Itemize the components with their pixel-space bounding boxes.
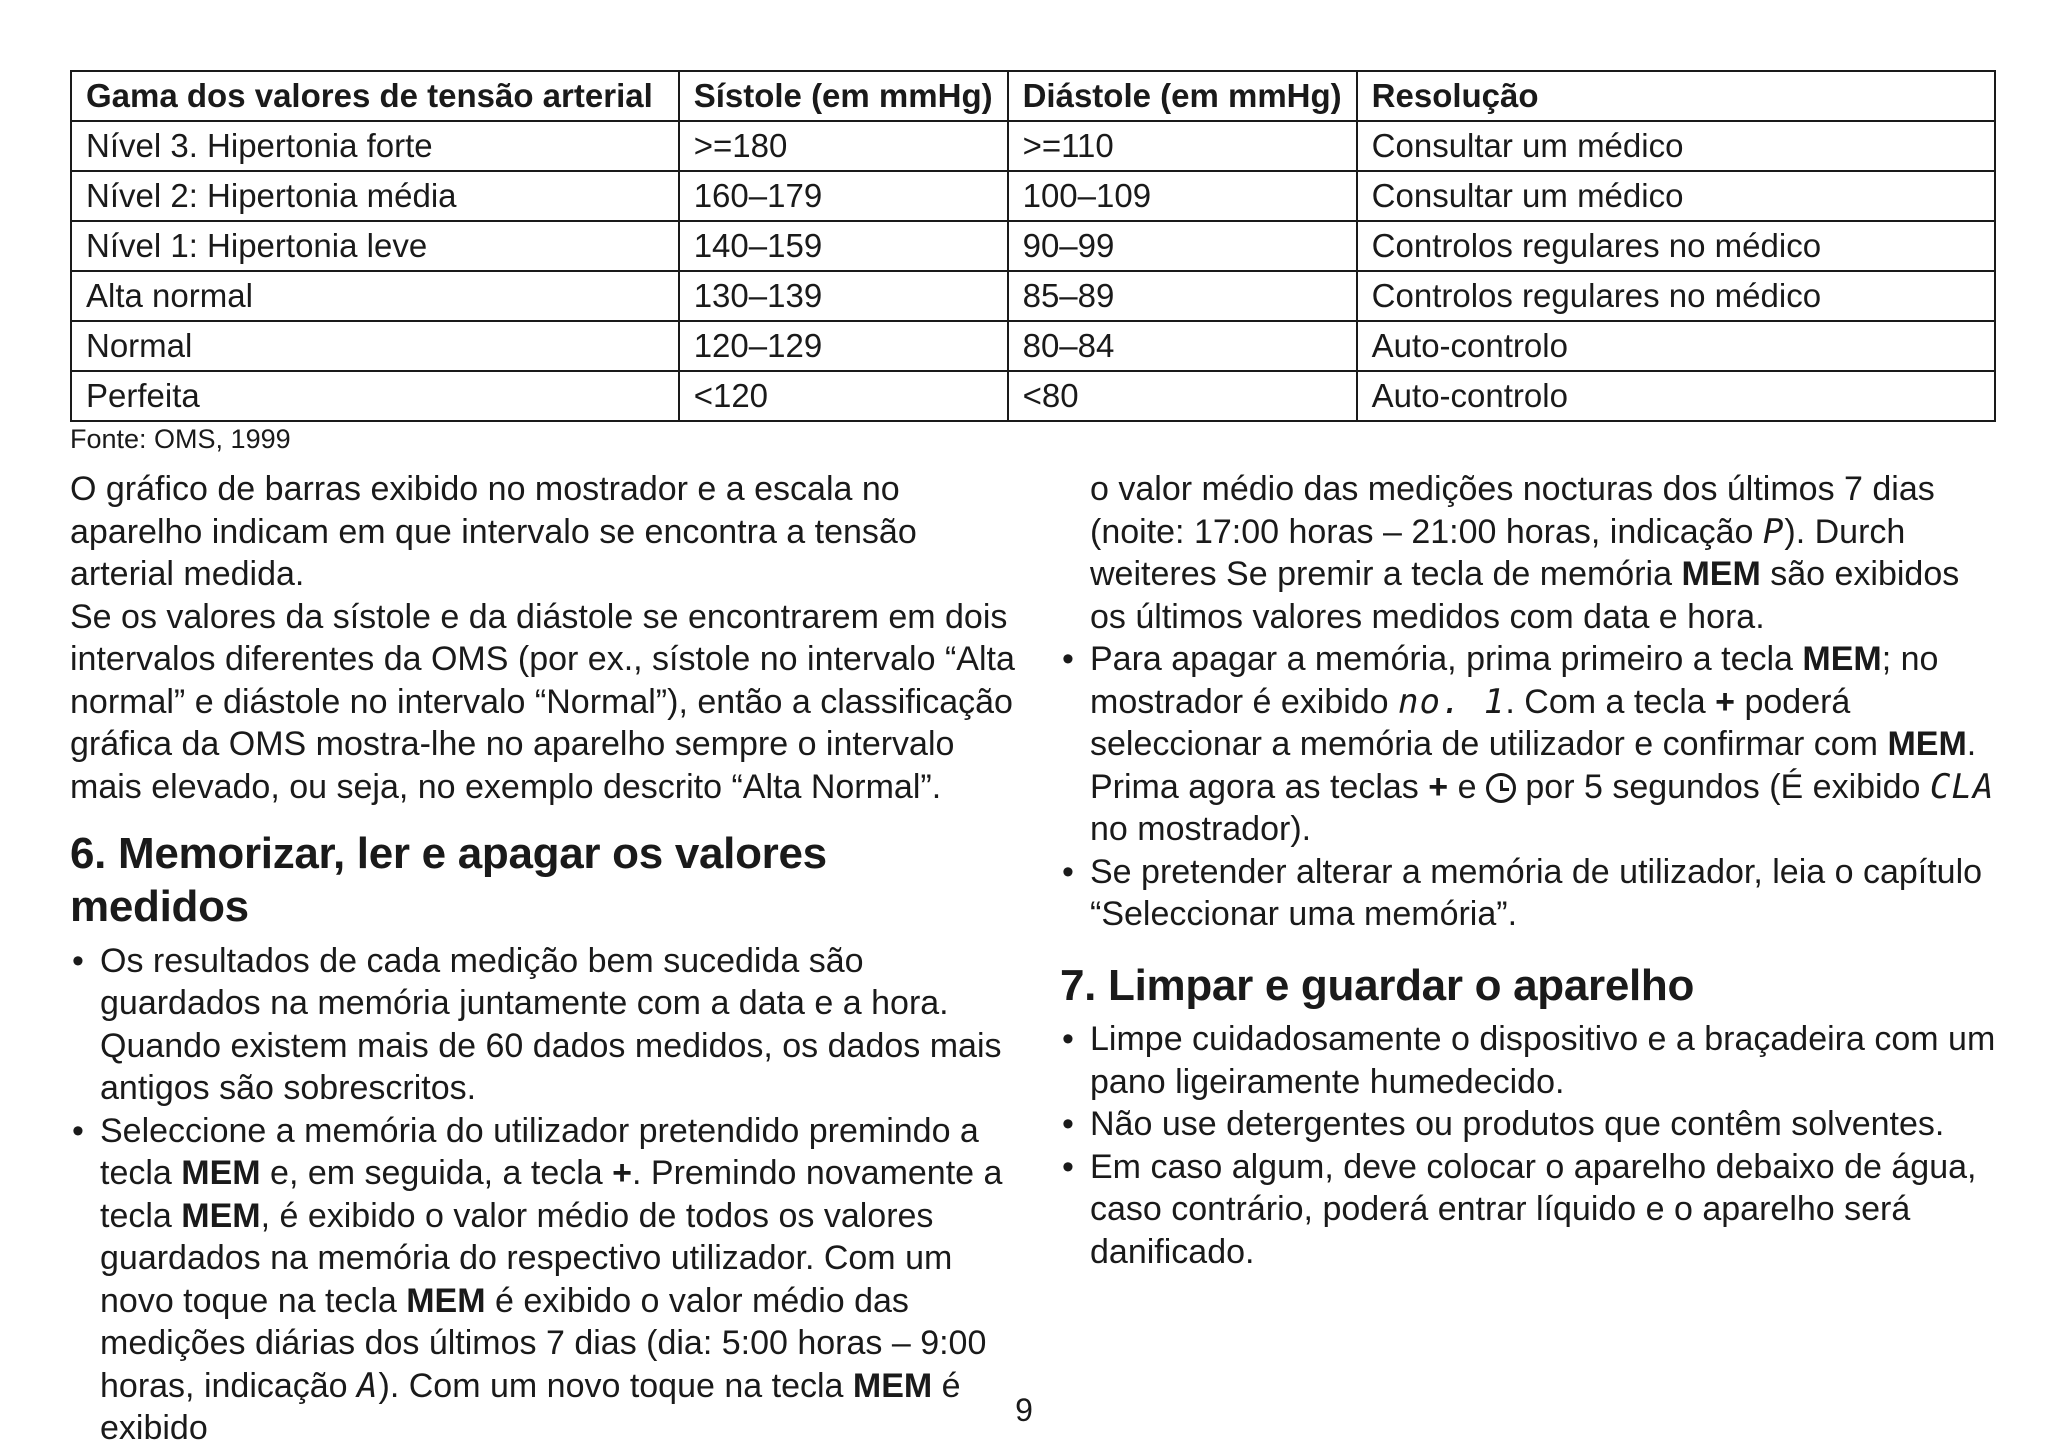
bullet-dot: • <box>72 1111 84 1150</box>
clock-icon <box>1486 773 1516 803</box>
table-row <box>71 221 1995 271</box>
mem-key-label: MEM <box>406 1281 486 1320</box>
table-cell: Consultar um médico <box>1357 121 1995 171</box>
table-cell: <80 <box>1008 371 1357 421</box>
mem-key-label: MEM <box>181 1154 261 1193</box>
section-heading-7: 7. Limpar e guardar o aparelho <box>1060 960 1695 1010</box>
plus-key-label: + <box>612 1154 632 1193</box>
plus-key-label: + <box>1715 682 1736 721</box>
table-cell: Consultar um médico <box>1357 171 1995 221</box>
table-cell: Nível 1: Hipertonia leve <box>71 221 679 271</box>
bullet-text: Se pretender alterar a memória de utilizador, leia o capítulo “Seleccionar uma memória”. <box>1090 852 1983 933</box>
table-cell: >=110 <box>1008 121 1357 171</box>
list-item <box>1060 1146 2000 1274</box>
bullet-dot: • <box>1062 640 1074 678</box>
list-item <box>1060 851 2000 936</box>
table-cell: 90–99 <box>1008 221 1357 271</box>
table-cell: 100–109 <box>1008 171 1357 221</box>
section-6-list-continued <box>1060 638 2000 936</box>
bullet-text: Para apagar a memória, prima primeiro a tecla MEM; no mostrador é exibido no. 1. Com a tecla + poderá seleccionar a memória de utilizador e confirmar com MEM. Prima agora as teclas + e por 5 segundos (É exibido CLA no mostrador). <box>1090 640 1995 848</box>
list-item <box>1060 1103 2000 1146</box>
bullet-text: Seleccione a memória do utilizador pretendido premindo a tecla MEM e, em seguida, a tecla +. Premindo novamente a tecla MEM, é exibido o valor médio de todos os valores guardados na memória do respectivo utilizador. Com um novo toque na tecla MEM é exibido o valor médio das medições diárias dos últimos 7 dias (dia: 5:00 horas – 9:00 horas, indicação A). Com um novo toque na tecla MEM é exibido <box>100 1111 1003 1448</box>
mem-key-label: MEM <box>1887 725 1967 763</box>
table-cell: Nível 2: Hipertonia média <box>71 171 679 221</box>
continued-bullet-text: o valor médio das medições nocturas dos últimos 7 dias (noite: 17:00 horas – 21:00 horas, indicação P). Durch weiteres Se premir a tecla de memória MEM são exibidos os últimos valores medidos com data e hora. <box>1090 470 1960 636</box>
table-row <box>71 171 1995 221</box>
table-cell: Controlos regulares no médico <box>1357 271 1995 321</box>
bullet-dot: • <box>1062 1147 1074 1186</box>
plus-key-label: + <box>1428 767 1449 806</box>
paragraph-bar-graph: O gráfico de barras exibido no mostrador e a escala no aparelho indicam em que intervalo se encontra a tensão arterial medida. <box>70 470 917 593</box>
table-cell: 160–179 <box>679 171 1008 221</box>
mem-key-label: MEM <box>181 1196 261 1235</box>
mem-key-label: MEM <box>1681 555 1761 593</box>
section-heading-6: 6. Memorizar, ler e apagar os valores medidos <box>70 829 827 931</box>
page-number: 9 <box>1015 1392 1033 1428</box>
table-header-row <box>71 71 1995 121</box>
header-diastole: Diástole (em mmHg) <box>1008 71 1357 121</box>
left-column <box>70 468 1015 1450</box>
table-cell: Auto-controlo <box>1357 321 1995 371</box>
table-row <box>71 271 1995 321</box>
lcd-indicator-cla: CLA <box>1929 766 1995 807</box>
bullet-dot: • <box>72 941 84 980</box>
section-7-list <box>1060 1018 2000 1273</box>
header-resolution: Resolução <box>1357 71 1995 121</box>
list-item <box>70 940 1015 1110</box>
table-cell: Auto-controlo <box>1357 371 1995 421</box>
paragraph-oms-classification: Se os valores da sístole e da diástole se encontrarem em dois intervalos diferentes da OMS (por ex., sístole no intervalo “Alta normal” e diástole no intervalo “Normal”), então a classificação gráfica da OMS mostra-lhe no aparelho sempre o intervalo mais elevado, ou seja, no exemplo descrito “Alta Normal”. <box>70 597 1015 806</box>
table-row <box>71 321 1995 371</box>
bullet-text: Em caso algum, deve colocar o aparelho debaixo de água, caso contrário, poderá entrar líquido e o aparelho será danificado. <box>1090 1147 1977 1271</box>
table-cell: 85–89 <box>1008 271 1357 321</box>
header-systole: Sístole (em mmHg) <box>679 71 1008 121</box>
list-item <box>1060 638 2000 851</box>
table-cell: 140–159 <box>679 221 1008 271</box>
right-column <box>1060 468 2000 1273</box>
table-cell: Alta normal <box>71 271 679 321</box>
bullet-text: Não use detergentes ou produtos que contêm solventes. <box>1090 1105 1945 1144</box>
lcd-indicator-a: A <box>357 1365 379 1406</box>
table-source: Fonte: OMS, 1999 <box>70 424 291 454</box>
table-cell: Normal <box>71 321 679 371</box>
blood-pressure-table <box>70 70 1996 422</box>
bullet-dot: • <box>1062 1020 1074 1059</box>
bullet-dot: • <box>1062 852 1074 891</box>
lcd-indicator-p: P <box>1762 511 1785 552</box>
table-cell: Perfeita <box>71 371 679 421</box>
table-cell: 120–129 <box>679 321 1008 371</box>
table-row <box>71 371 1995 421</box>
list-item <box>1060 1018 2000 1103</box>
table-row <box>71 121 1995 171</box>
table-cell: Controlos regulares no médico <box>1357 221 1995 271</box>
mem-key-label: MEM <box>1802 640 1882 678</box>
table-cell: >=180 <box>679 121 1008 171</box>
lcd-indicator-no1: no. 1 <box>1398 681 1506 722</box>
table-cell: 80–84 <box>1008 321 1357 371</box>
bullet-text: Os resultados de cada medição bem sucedida são guardados na memória juntamente com a data e a hora. Quando existem mais de 60 dados medidos, os dados mais antigos são sobrescritos. <box>100 941 1002 1108</box>
table-cell: Nível 3. Hipertonia forte <box>71 121 679 171</box>
header-range: Gama dos valores de tensão arterial <box>71 71 679 121</box>
bullet-dot: • <box>1062 1105 1074 1144</box>
bullet-text: Limpe cuidadosamente o dispositivo e a braçadeira com um pano ligeiramente humedecido. <box>1090 1020 1996 1101</box>
table-cell: <120 <box>679 371 1008 421</box>
table-cell: 130–139 <box>679 271 1008 321</box>
mem-key-label: MEM <box>852 1366 933 1405</box>
section-6-list <box>70 940 1015 1450</box>
